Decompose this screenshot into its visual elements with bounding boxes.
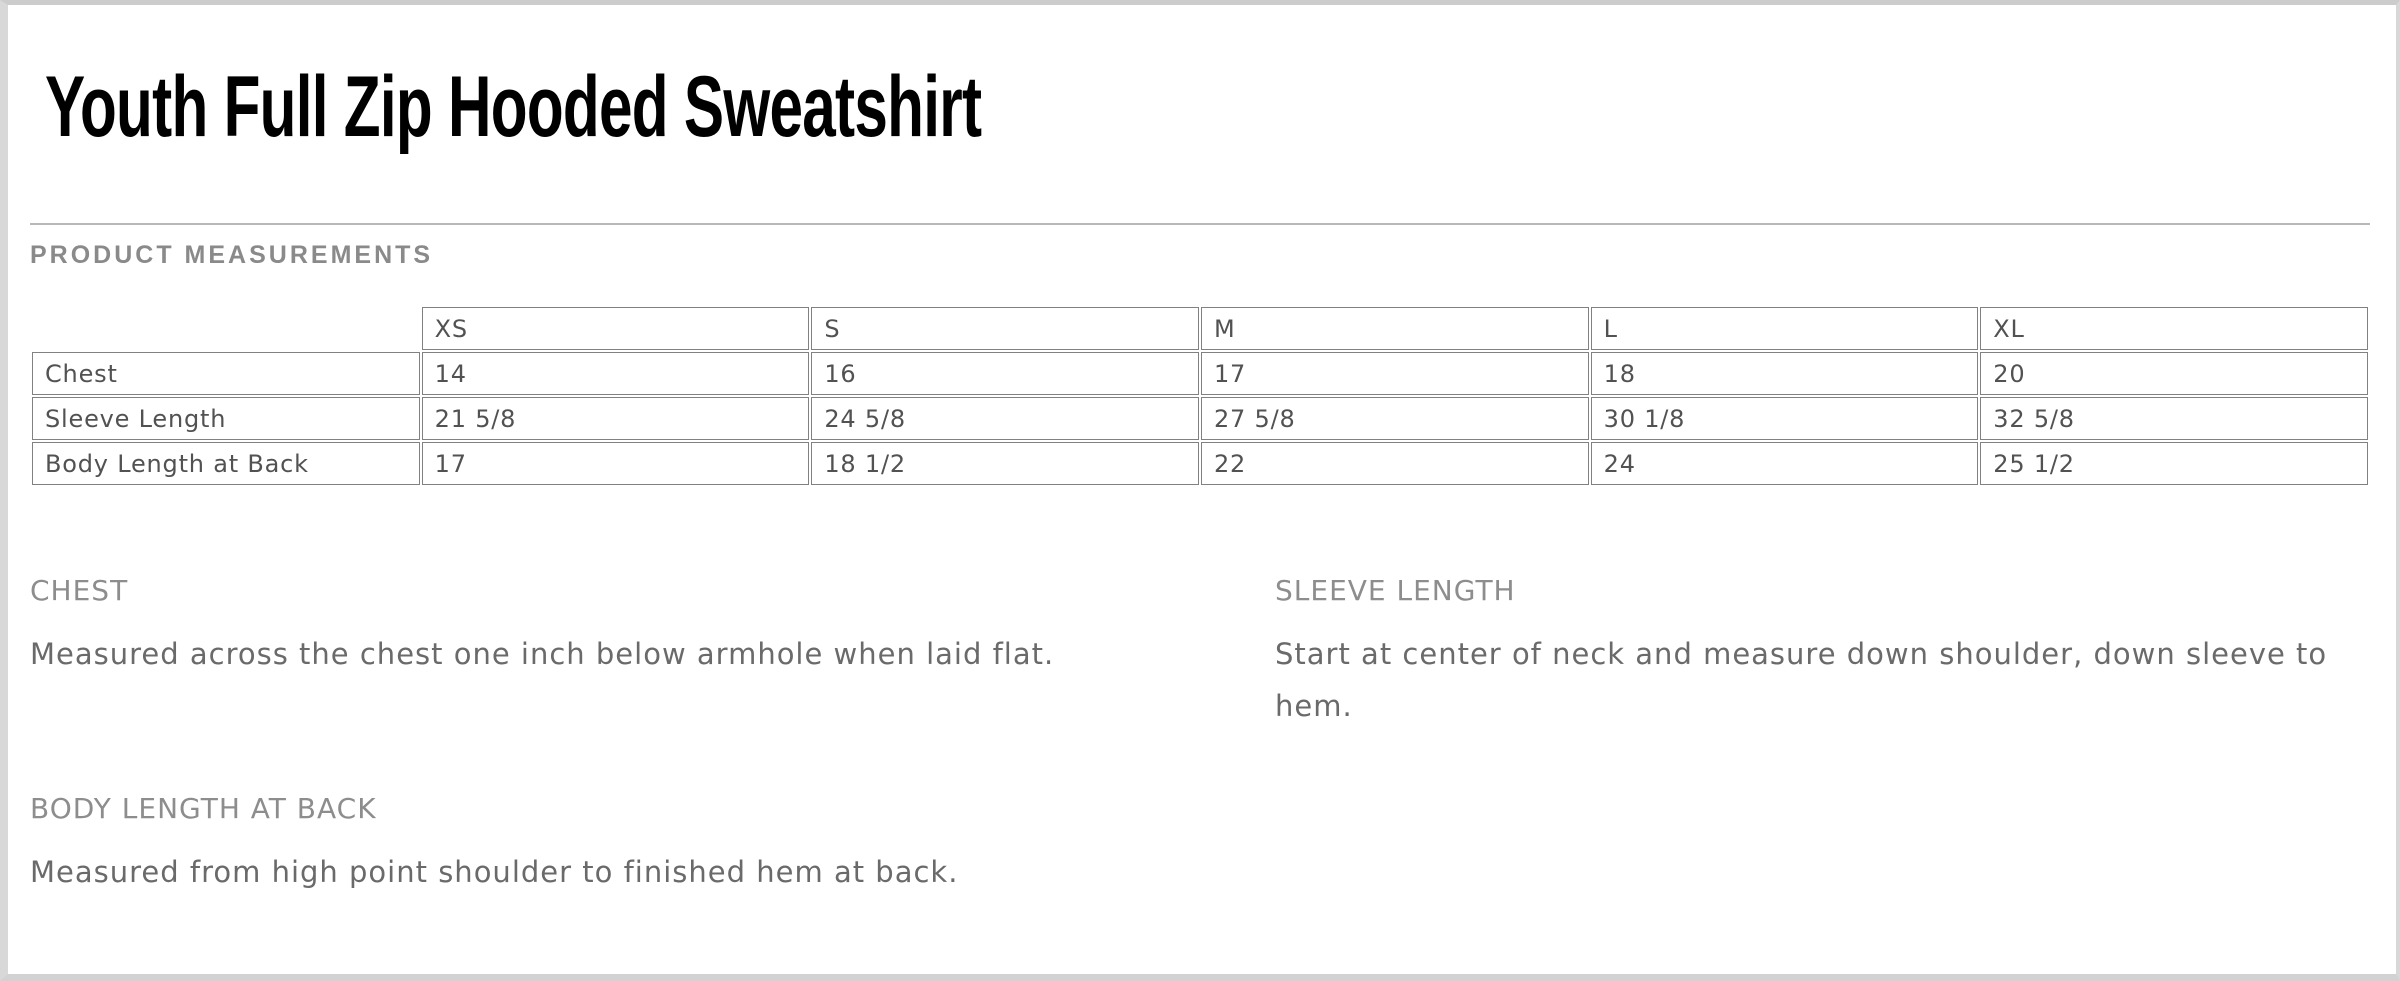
desc-text-body-length-at-back: Measured from high point shoulder to finished hem at back.	[30, 855, 959, 889]
table-header-row	[32, 307, 2368, 350]
desc-section-body-length-at-back	[30, 794, 1235, 898]
table-row-chest	[32, 352, 2368, 395]
measurement-cell: 17	[422, 442, 810, 485]
measurement-cell: 20	[1980, 352, 2368, 395]
size-column-header-xl: XL	[1980, 307, 2368, 350]
measurement-cell: 32 5/8	[1980, 397, 2368, 440]
divider	[30, 223, 2370, 225]
table-corner-blank-cell	[32, 307, 420, 350]
size-column-header-m: M	[1201, 307, 1589, 350]
measurement-descriptions	[30, 576, 2370, 898]
size-column-header-xs: XS	[422, 307, 810, 350]
measurement-cell: 21 5/8	[422, 397, 810, 440]
measurement-cell: 17	[1201, 352, 1589, 395]
row-label-body-length-at-back: Body Length at Back	[32, 442, 420, 485]
measurement-cell: 30 1/8	[1591, 397, 1979, 440]
row-label-chest: Chest	[32, 352, 420, 395]
section-label-product-measurements: PRODUCT MEASUREMENTS	[30, 241, 434, 269]
row-label-sleeve-length: Sleeve Length	[32, 397, 420, 440]
desc-heading-body-length-at-back: BODY LENGTH AT BACK	[30, 792, 377, 825]
desc-heading-sleeve-length: SLEEVE LENGTH	[1275, 574, 1516, 607]
measurement-cell: 25 1/2	[1980, 442, 2368, 485]
desc-text-chest: Measured across the chest one inch below armhole when laid flat.	[30, 637, 1055, 671]
measurement-cell: 27 5/8	[1201, 397, 1589, 440]
size-column-header-l: L	[1591, 307, 1979, 350]
measurement-cell: 16	[811, 352, 1199, 395]
size-column-header-s: S	[811, 307, 1199, 350]
page-title: Youth Full Zip Hooded Sweatshirt	[45, 59, 982, 155]
desc-section-chest	[30, 576, 1235, 732]
desc-heading-chest: CHEST	[30, 574, 129, 607]
page-content	[0, 59, 2400, 898]
measurement-cell: 18	[1591, 352, 1979, 395]
desc-section-sleeve-length	[1275, 576, 2370, 732]
measurement-cell: 18 1/2	[811, 442, 1199, 485]
table-row-sleeve-length	[32, 397, 2368, 440]
measurement-cell: 14	[422, 352, 810, 395]
measurements-table	[30, 305, 2370, 487]
desc-text-sleeve-length: Start at center of neck and measure down shoulder, down sleeve to hem.	[1275, 637, 2328, 723]
measurement-cell: 24	[1591, 442, 1979, 485]
measurement-cell: 24 5/8	[811, 397, 1199, 440]
measurement-cell: 22	[1201, 442, 1589, 485]
table-row-body-length-at-back	[32, 442, 2368, 485]
